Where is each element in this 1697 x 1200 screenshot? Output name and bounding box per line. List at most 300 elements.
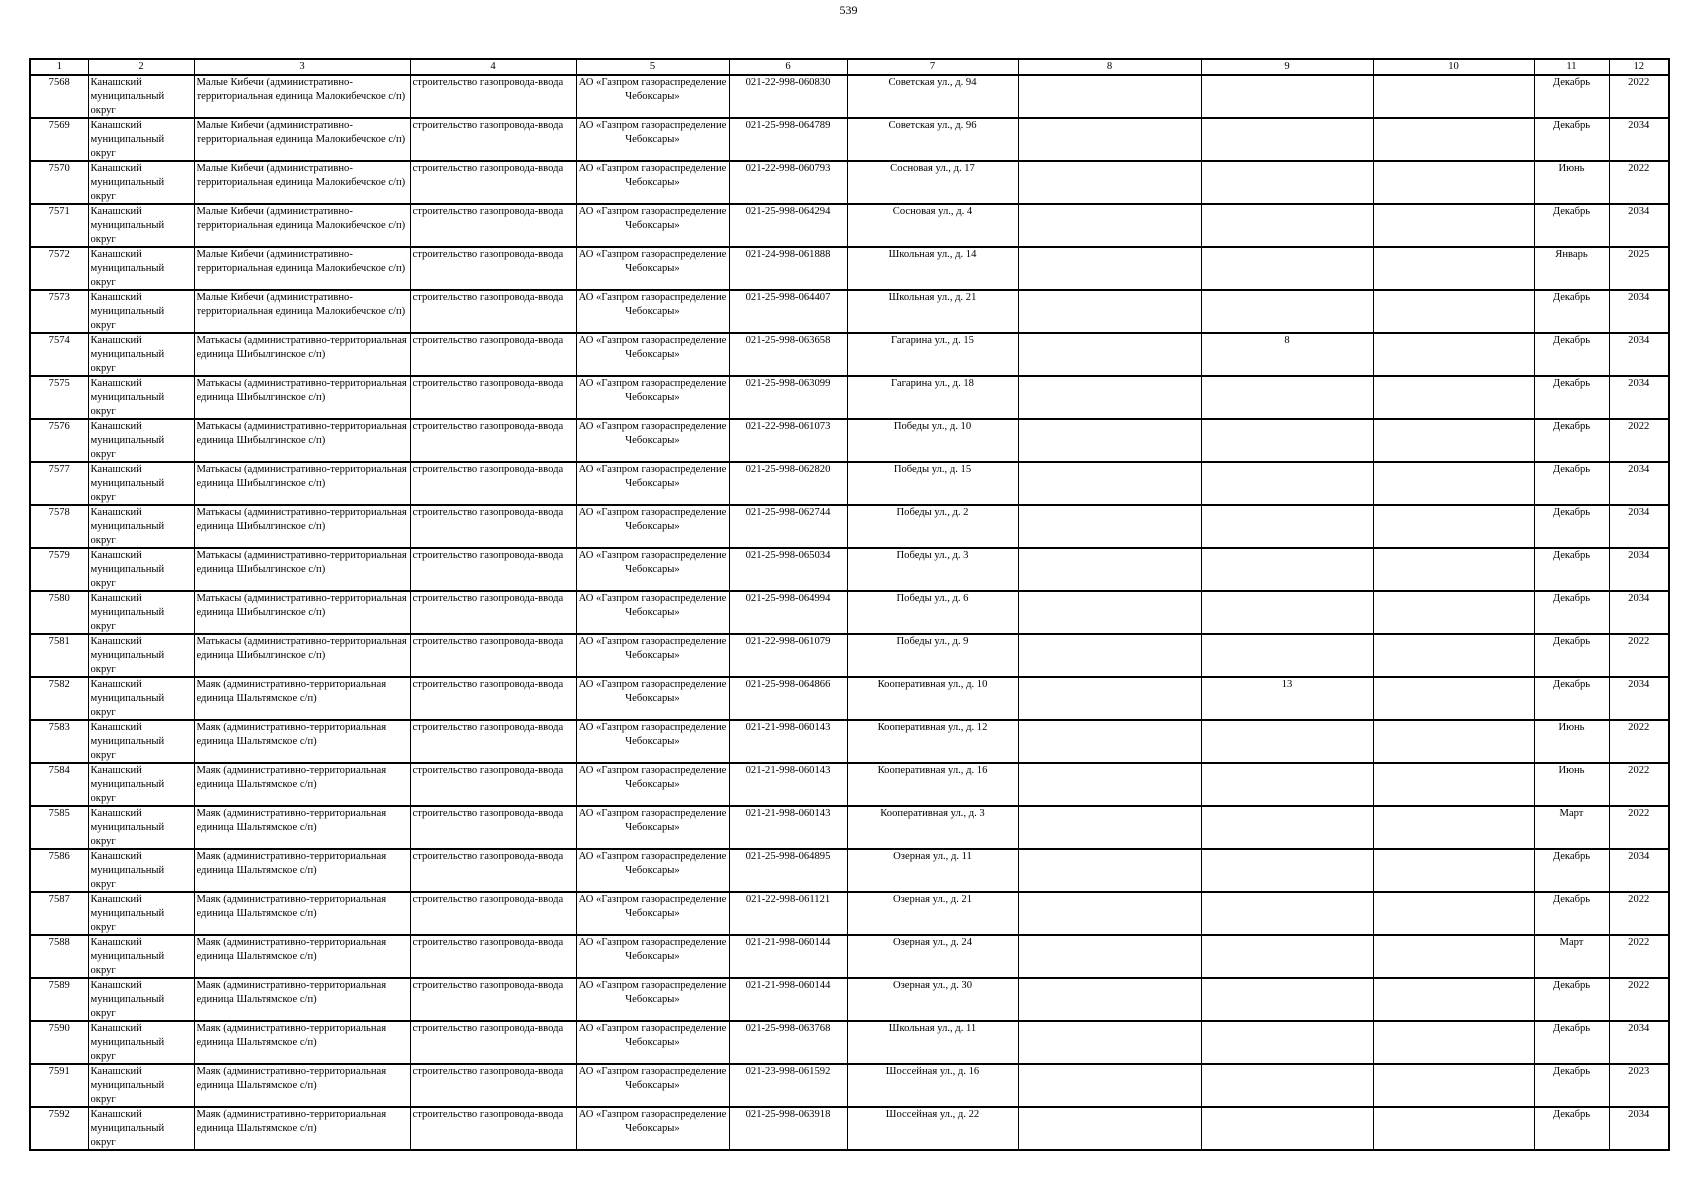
district-cell (88, 376, 194, 419)
organization-cell (576, 376, 729, 419)
district-cell-text: Канашский муниципальный округ (90, 765, 165, 804)
column-8-cell (1018, 935, 1201, 978)
table-row (30, 591, 1669, 634)
month-cell-text: Декабрь (1552, 421, 1591, 432)
column-8-cell (1018, 75, 1201, 118)
organization-cell (576, 806, 729, 849)
work-type-cell (410, 806, 576, 849)
table-row (30, 290, 1669, 333)
column-8-cell (1018, 376, 1201, 419)
column-10-cell (1373, 849, 1534, 892)
object-code-cell (729, 892, 847, 935)
table-row (30, 634, 1669, 677)
object-code-cell-text: 021-22-998-061079 (745, 636, 831, 647)
column-8-cell-text (1021, 678, 1199, 719)
organization-cell (576, 978, 729, 1021)
year-cell (1609, 247, 1669, 290)
settlement-cell (194, 935, 410, 978)
object-code-cell-text: 021-25-998-064294 (745, 206, 831, 217)
address-cell-text: Кооперативная ул., д. 3 (880, 808, 985, 819)
column-9-cell-text (1204, 76, 1371, 117)
settlement-cell (194, 161, 410, 204)
column-10-cell-text (1376, 506, 1532, 547)
month-cell-text: Декабрь (1552, 593, 1591, 604)
district-cell (88, 1107, 194, 1150)
column-header-7: 7 (847, 59, 1018, 75)
row-number-cell-text: 7572 (48, 249, 70, 260)
organization-cell-text: АО «Газпром газораспределение Чебоксары» (578, 292, 727, 317)
column-9-cell (1201, 75, 1373, 118)
object-code-cell (729, 161, 847, 204)
column-9-cell-text: 8 (1284, 335, 1290, 346)
column-header-12: 12 (1609, 59, 1669, 75)
work-type-cell (410, 849, 576, 892)
object-code-cell-text: 021-24-998-061888 (745, 249, 831, 260)
column-10-cell-text (1376, 807, 1532, 848)
month-cell (1534, 935, 1609, 978)
column-9-cell-text (1204, 506, 1371, 547)
year-cell-text: 2034 (1628, 1109, 1650, 1120)
district-cell (88, 935, 194, 978)
object-code-cell (729, 118, 847, 161)
column-10-cell (1373, 290, 1534, 333)
settlement-cell-text: Маяк (административно-территориальная единица Шальтямское с/п) (196, 1066, 387, 1091)
address-cell (847, 1021, 1018, 1064)
year-cell (1609, 935, 1669, 978)
object-code-cell-text: 021-25-998-065034 (745, 550, 831, 561)
year-cell (1609, 677, 1669, 720)
year-cell-text: 2022 (1628, 163, 1650, 174)
object-code-cell-text: 021-22-998-060793 (745, 163, 831, 174)
district-cell (88, 634, 194, 677)
column-10-cell-text (1376, 1065, 1532, 1106)
month-cell-text: Декабрь (1552, 378, 1591, 389)
column-header-1: 1 (30, 59, 88, 75)
column-10-cell (1373, 1064, 1534, 1107)
settlement-cell (194, 591, 410, 634)
row-number-cell (30, 763, 88, 806)
address-cell-text: Советская ул., д. 94 (888, 77, 977, 88)
column-9-cell-text (1204, 119, 1371, 160)
month-cell-text: Март (1559, 808, 1584, 819)
district-cell (88, 75, 194, 118)
work-type-cell (410, 548, 576, 591)
column-10-cell (1373, 204, 1534, 247)
settlement-cell (194, 677, 410, 720)
table-row (30, 247, 1669, 290)
district-cell-text: Канашский муниципальный округ (90, 421, 165, 460)
month-cell (1534, 849, 1609, 892)
settlement-cell (194, 806, 410, 849)
month-cell (1534, 505, 1609, 548)
object-code-cell-text: 021-25-998-063918 (745, 1109, 831, 1120)
row-number-cell (30, 892, 88, 935)
column-8-cell-text (1021, 893, 1199, 934)
row-number-cell (30, 849, 88, 892)
district-cell-text: Канашский муниципальный округ (90, 464, 165, 503)
column-10-cell (1373, 419, 1534, 462)
row-number-cell (30, 75, 88, 118)
row-number-cell (30, 376, 88, 419)
address-cell-text: Советская ул., д. 96 (888, 120, 977, 131)
organization-cell-text: АО «Газпром газораспределение Чебоксары» (578, 636, 727, 661)
address-cell (847, 247, 1018, 290)
settlement-cell-text: Маяк (административно-территориальная единица Шальтямское с/п) (196, 980, 387, 1005)
row-number-cell (30, 548, 88, 591)
address-cell-text: Озерная ул., д. 21 (892, 894, 973, 905)
column-header-11: 11 (1534, 59, 1609, 75)
column-9-cell (1201, 1021, 1373, 1064)
district-cell-text: Канашский муниципальный округ (90, 636, 165, 675)
organization-cell-text: АО «Газпром газораспределение Чебоксары» (578, 550, 727, 575)
year-cell (1609, 720, 1669, 763)
organization-cell-text: АО «Газпром газораспределение Чебоксары» (578, 765, 727, 790)
year-cell (1609, 204, 1669, 247)
work-type-cell-text: строительство газопровода-ввода (412, 292, 564, 303)
settlement-cell-text: Маяк (административно-территориальная единица Шальтямское с/п) (196, 1023, 387, 1048)
column-9-cell (1201, 806, 1373, 849)
year-cell (1609, 290, 1669, 333)
row-number-cell (30, 634, 88, 677)
work-type-cell (410, 1064, 576, 1107)
year-cell (1609, 634, 1669, 677)
organization-cell (576, 634, 729, 677)
row-number-cell-text: 7579 (48, 550, 70, 561)
address-cell (847, 161, 1018, 204)
month-cell (1534, 161, 1609, 204)
column-10-cell-text (1376, 119, 1532, 160)
organization-cell-text: АО «Газпром газораспределение Чебоксары» (578, 1066, 727, 1091)
column-10-cell-text (1376, 463, 1532, 504)
column-9-cell-text (1204, 635, 1371, 676)
address-cell-text: Кооперативная ул., д. 16 (877, 765, 988, 776)
organization-cell (576, 204, 729, 247)
column-8-cell (1018, 204, 1201, 247)
year-cell-text: 2034 (1628, 1023, 1650, 1034)
address-cell (847, 376, 1018, 419)
year-cell-text: 2022 (1628, 808, 1650, 819)
organization-cell (576, 419, 729, 462)
column-9-cell (1201, 720, 1373, 763)
district-cell-text: Канашский муниципальный округ (90, 593, 165, 632)
object-code-cell-text: 021-25-998-063658 (745, 335, 831, 346)
address-cell (847, 548, 1018, 591)
table-row (30, 978, 1669, 1021)
work-type-cell-text: строительство газопровода-ввода (412, 937, 564, 948)
column-9-cell (1201, 591, 1373, 634)
column-9-cell-text (1204, 807, 1371, 848)
row-number-cell-text: 7580 (48, 593, 70, 604)
row-number-cell (30, 505, 88, 548)
object-code-cell-text: 021-25-998-064895 (745, 851, 831, 862)
row-number-cell (30, 333, 88, 376)
year-cell (1609, 505, 1669, 548)
column-10-cell (1373, 591, 1534, 634)
work-type-cell (410, 462, 576, 505)
column-9-cell (1201, 419, 1373, 462)
district-cell (88, 1021, 194, 1064)
column-9-cell (1201, 505, 1373, 548)
year-cell (1609, 806, 1669, 849)
work-type-cell-text: строительство газопровода-ввода (412, 1023, 564, 1034)
district-cell (88, 978, 194, 1021)
object-code-cell (729, 204, 847, 247)
object-code-cell-text: 021-25-998-063099 (745, 378, 831, 389)
row-number-cell-text: 7581 (48, 636, 70, 647)
settlement-cell (194, 634, 410, 677)
work-type-cell (410, 763, 576, 806)
district-cell (88, 462, 194, 505)
column-8-cell-text (1021, 205, 1199, 246)
month-cell-text: Декабрь (1552, 550, 1591, 561)
table-row (30, 462, 1669, 505)
district-cell-text: Канашский муниципальный округ (90, 249, 165, 288)
month-cell (1534, 720, 1609, 763)
column-10-cell-text (1376, 1108, 1532, 1149)
organization-cell-text: АО «Газпром газораспределение Чебоксары» (578, 722, 727, 747)
year-cell-text: 2022 (1628, 980, 1650, 991)
column-header-10: 10 (1373, 59, 1534, 75)
column-8-cell-text (1021, 721, 1199, 762)
month-cell-text: Декабрь (1552, 679, 1591, 690)
year-cell (1609, 978, 1669, 1021)
organization-cell-text: АО «Газпром газораспределение Чебоксары» (578, 335, 727, 360)
column-9-cell-text (1204, 205, 1371, 246)
object-code-cell-text: 021-21-998-060143 (745, 808, 831, 819)
object-code-cell (729, 634, 847, 677)
column-10-cell-text (1376, 979, 1532, 1020)
row-number-cell (30, 806, 88, 849)
year-cell-text: 2022 (1628, 722, 1650, 733)
column-10-cell-text (1376, 377, 1532, 418)
row-number-cell (30, 419, 88, 462)
column-header-9: 9 (1201, 59, 1373, 75)
row-number-cell-text: 7592 (48, 1109, 70, 1120)
address-cell (847, 935, 1018, 978)
district-cell (88, 1064, 194, 1107)
organization-cell (576, 548, 729, 591)
organization-cell (576, 290, 729, 333)
column-9-cell (1201, 118, 1373, 161)
settlement-cell (194, 204, 410, 247)
month-cell (1534, 118, 1609, 161)
column-10-cell (1373, 677, 1534, 720)
column-10-cell (1373, 376, 1534, 419)
object-code-cell-text: 021-21-998-060144 (745, 937, 831, 948)
column-header-5: 5 (576, 59, 729, 75)
district-cell (88, 677, 194, 720)
month-cell-text: Декабрь (1552, 464, 1591, 475)
column-10-cell (1373, 462, 1534, 505)
column-9-cell (1201, 333, 1373, 376)
district-cell-text: Канашский муниципальный округ (90, 163, 165, 202)
organization-cell (576, 118, 729, 161)
work-type-cell-text: строительство газопровода-ввода (412, 378, 564, 389)
row-number-cell-text: 7587 (48, 894, 70, 905)
object-code-cell (729, 591, 847, 634)
work-type-cell-text: строительство газопровода-ввода (412, 722, 564, 733)
month-cell (1534, 978, 1609, 1021)
year-cell (1609, 1107, 1669, 1150)
address-cell-text: Озерная ул., д. 11 (893, 851, 972, 862)
settlement-cell (194, 763, 410, 806)
year-cell (1609, 892, 1669, 935)
work-type-cell (410, 505, 576, 548)
column-10-cell (1373, 806, 1534, 849)
month-cell-text: Июнь (1558, 163, 1585, 174)
year-cell (1609, 763, 1669, 806)
column-10-cell (1373, 1021, 1534, 1064)
column-10-cell-text (1376, 162, 1532, 203)
year-cell (1609, 591, 1669, 634)
row-number-cell (30, 247, 88, 290)
settlement-cell (194, 333, 410, 376)
month-cell (1534, 763, 1609, 806)
row-number-cell (30, 290, 88, 333)
address-cell-text: Победы ул., д. 10 (893, 421, 972, 432)
table-row (30, 161, 1669, 204)
column-9-cell-text (1204, 549, 1371, 590)
row-number-cell-text: 7573 (48, 292, 70, 303)
row-number-cell-text: 7584 (48, 765, 70, 776)
organization-cell-text: АО «Газпром газораспределение Чебоксары» (578, 808, 727, 833)
district-cell-text: Канашский муниципальный округ (90, 722, 165, 761)
column-9-cell-text (1204, 1022, 1371, 1063)
table-row (30, 505, 1669, 548)
district-cell-text: Канашский муниципальный округ (90, 808, 165, 847)
column-9-cell-text (1204, 1108, 1371, 1149)
district-cell (88, 849, 194, 892)
organization-cell-text: АО «Газпром газораспределение Чебоксары» (578, 1023, 727, 1048)
month-cell (1534, 1107, 1609, 1150)
row-number-cell (30, 935, 88, 978)
column-9-cell-text (1204, 850, 1371, 891)
settlement-cell-text: Маяк (административно-территориальная единица Шальтямское с/п) (196, 679, 387, 704)
month-cell-text: Декабрь (1552, 206, 1591, 217)
table-row (30, 75, 1669, 118)
month-cell (1534, 892, 1609, 935)
row-number-cell (30, 591, 88, 634)
address-cell-text: Школьная ул., д. 11 (888, 1023, 977, 1034)
column-8-cell-text (1021, 162, 1199, 203)
work-type-cell (410, 634, 576, 677)
district-cell-text: Канашский муниципальный округ (90, 120, 165, 159)
address-cell-text: Победы ул., д. 9 (896, 636, 969, 647)
row-number-cell-text: 7582 (48, 679, 70, 690)
column-10-cell-text (1376, 936, 1532, 977)
address-cell-text: Победы ул., д. 6 (896, 593, 969, 604)
district-cell-text: Канашский муниципальный округ (90, 77, 165, 116)
column-10-cell (1373, 935, 1534, 978)
address-cell (847, 806, 1018, 849)
settlement-cell (194, 892, 410, 935)
column-10-cell-text (1376, 592, 1532, 633)
object-code-cell (729, 849, 847, 892)
organization-cell-text: АО «Газпром газораспределение Чебоксары» (578, 894, 727, 919)
object-code-cell (729, 376, 847, 419)
organization-cell-text: АО «Газпром газораспределение Чебоксары» (578, 851, 727, 876)
organization-cell-text: АО «Газпром газораспределение Чебоксары» (578, 378, 727, 403)
column-8-cell (1018, 505, 1201, 548)
work-type-cell (410, 1021, 576, 1064)
district-cell-text: Канашский муниципальный округ (90, 550, 165, 589)
organization-cell-text: АО «Газпром газораспределение Чебоксары» (578, 507, 727, 532)
district-cell-text: Канашский муниципальный округ (90, 894, 165, 933)
column-9-cell-text: 13 (1281, 679, 1293, 690)
address-cell (847, 720, 1018, 763)
organization-cell-text: АО «Газпром газораспределение Чебоксары» (578, 206, 727, 231)
table-row (30, 1021, 1669, 1064)
month-cell (1534, 333, 1609, 376)
table-row (30, 204, 1669, 247)
object-code-cell-text: 021-25-998-062744 (745, 507, 831, 518)
column-8-cell-text (1021, 807, 1199, 848)
month-cell-text: Декабрь (1552, 1066, 1591, 1077)
district-cell-text: Канашский муниципальный округ (90, 679, 165, 718)
column-8-cell (1018, 1064, 1201, 1107)
month-cell (1534, 1064, 1609, 1107)
object-code-cell (729, 462, 847, 505)
month-cell-text: Декабрь (1552, 292, 1591, 303)
year-cell (1609, 118, 1669, 161)
object-code-cell (729, 505, 847, 548)
table-row (30, 376, 1669, 419)
district-cell (88, 548, 194, 591)
object-code-cell-text: 021-25-998-062820 (745, 464, 831, 475)
month-cell-text: Декабрь (1552, 980, 1591, 991)
district-cell-text: Канашский муниципальный округ (90, 378, 165, 417)
column-9-cell (1201, 462, 1373, 505)
organization-cell-text: АО «Газпром газораспределение Чебоксары» (578, 464, 727, 489)
year-cell-text: 2034 (1628, 378, 1650, 389)
table-row (30, 677, 1669, 720)
organization-cell (576, 720, 729, 763)
row-number-cell-text: 7589 (48, 980, 70, 991)
table-row (30, 935, 1669, 978)
row-number-cell-text: 7576 (48, 421, 70, 432)
district-cell (88, 419, 194, 462)
settlement-cell-text: Матькасы (административно-территориальная единица Шибылгинское с/п) (196, 550, 407, 575)
column-10-cell-text (1376, 76, 1532, 117)
year-cell (1609, 548, 1669, 591)
month-cell-text: Декабрь (1552, 77, 1591, 88)
table-row (30, 1107, 1669, 1150)
settlement-cell-text: Матькасы (административно-территориальная единица Шибылгинское с/п) (196, 593, 407, 618)
object-code-cell (729, 978, 847, 1021)
work-type-cell-text: строительство газопровода-ввода (412, 206, 564, 217)
month-cell (1534, 591, 1609, 634)
column-8-cell (1018, 333, 1201, 376)
year-cell-text: 2034 (1628, 335, 1650, 346)
column-header-8: 8 (1018, 59, 1201, 75)
settlement-cell-text: Матькасы (административно-территориальная единица Шибылгинское с/п) (196, 636, 407, 661)
settlement-cell (194, 1021, 410, 1064)
table-row (30, 1064, 1669, 1107)
column-9-cell (1201, 763, 1373, 806)
work-type-cell-text: строительство газопровода-ввода (412, 851, 564, 862)
year-cell-text: 2023 (1628, 1066, 1650, 1077)
object-code-cell (729, 1021, 847, 1064)
object-code-cell (729, 333, 847, 376)
column-10-cell-text (1376, 678, 1532, 719)
year-cell-text: 2025 (1628, 249, 1650, 260)
table-row (30, 118, 1669, 161)
row-number-cell-text: 7568 (48, 77, 70, 88)
column-8-cell (1018, 591, 1201, 634)
year-cell-text: 2034 (1628, 292, 1650, 303)
page-number: 539 (839, 3, 858, 17)
row-number-cell-text: 7590 (48, 1023, 70, 1034)
